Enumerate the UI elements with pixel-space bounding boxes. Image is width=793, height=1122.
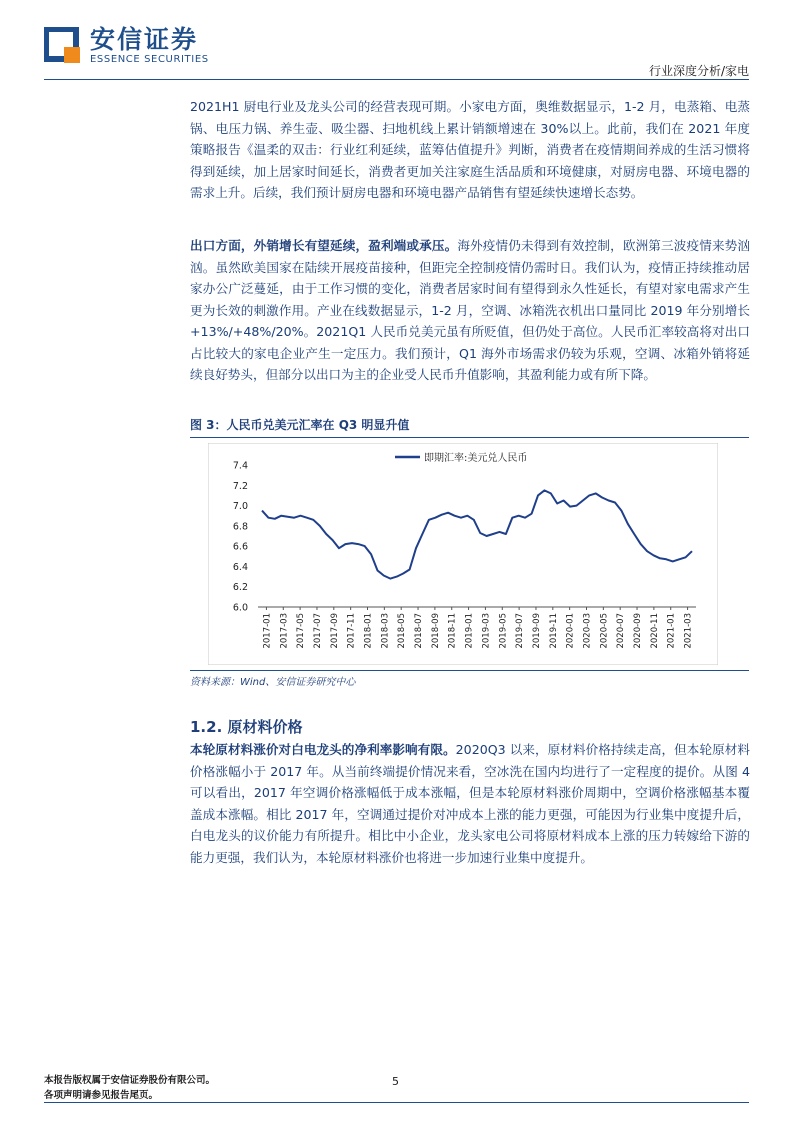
exchange-rate-chart [208,443,718,665]
y-tick-label: 6.6 [232,541,248,553]
footer-notice: 各项声明请参见报告尾页。 [44,1090,159,1101]
footer-copyright: 本报告版权属于安信证券股份有限公司。 [44,1075,216,1086]
x-tick-label: 2018-11 [447,613,458,649]
figure-top-rule [190,437,749,438]
y-tick-label: 6.8 [232,521,248,533]
y-tick-label: 6.4 [232,561,248,573]
x-tick-label: 2018-05 [397,613,408,649]
report-category: 行业深度分析/家电 [648,64,749,78]
x-tick-label: 2020-11 [649,613,660,649]
x-tick-label: 2017-03 [279,613,290,649]
figure-caption: 图 3：人民币兑美元汇率在 Q3 明显升值 [190,418,410,432]
x-tick-label: 2019-09 [531,613,542,649]
paragraph-export-lead: 出口方面，外销增长有望延续，盈利端或承压。 [190,238,458,253]
exchange-rate-chart-svg [208,443,718,665]
x-tick-label: 2017-01 [262,613,273,649]
legend-label: 即期汇率:美元兑人民币 [424,453,528,464]
x-tick-label: 2020-07 [616,613,627,649]
x-tick-label: 2017-05 [296,613,307,649]
x-tick-label: 2019-07 [515,613,526,649]
x-tick-label: 2021-03 [683,613,694,649]
logo-mark-icon [44,27,82,65]
y-tick-label: 7.2 [232,480,248,492]
paragraph-raw-materials [190,739,750,868]
company-logo [44,26,209,66]
y-tick-label: 6.0 [232,602,248,614]
y-tick-label: 6.2 [232,582,248,594]
figure-bottom-rule [190,670,749,671]
x-tick-label: 2020-05 [599,613,610,649]
page-number: 5 [392,1075,399,1088]
x-tick-label: 2019-11 [548,613,559,649]
x-tick-label: 2020-01 [565,613,576,649]
x-tick-label: 2020-03 [582,613,593,649]
paragraph-raw-materials-lead: 本轮原材料涨价对白电龙头的净利率影响有限。 [190,742,456,757]
x-tick-label: 2019-03 [481,613,492,649]
x-tick-label: 2019-01 [464,613,475,649]
x-tick-label: 2019-05 [498,613,509,649]
x-tick-label: 2018-09 [430,613,441,649]
x-tick-label: 2021-01 [666,613,677,649]
x-tick-label: 2018-01 [363,613,374,649]
logo-name-cn: 安信证券 [90,25,199,54]
y-tick-label: 7.4 [232,460,248,472]
x-tick-label: 2017-11 [346,613,357,649]
footer-disclaimer [44,1073,215,1103]
logo-name-en: ESSENCE SECURITIES [90,54,209,65]
x-tick-label: 2018-03 [380,613,391,649]
paragraph-export [190,235,750,386]
paragraph-kitchen-appliances: 2021H1 厨电行业及龙头公司的经营表现可期。小家电方面，奥维数据显示，1-2 月，电蒸箱、电蒸锅、电压力锅、养生壶、吸尘器、扫地机线上累计销额增速在 30%以上。此前，我们在 2021 年度策略报告《温柔的双击：行业红利延续，蓝筹估值提升》判断，消费者在疫情期间养成的生活习惯将得到延续，加上居家时间延长，消费者更加关注家庭生活品质和环境健康，对厨房电器、环境电器的需求上升。后续，我们预计厨房电器和环境电器产品销售有望延续快速增长态势。 [190,99,750,200]
x-tick-label: 2017-09 [329,613,340,649]
y-tick-label: 7.0 [232,501,248,513]
header-divider [44,79,749,80]
footer-divider [44,1102,749,1103]
figure-source: 资料来源：Wind、安信证券研究中心 [190,677,356,688]
x-tick-label: 2020-09 [633,613,644,649]
paragraph-export-body: 海外疫情仍未得到有效控制，欧洲第三波疫情来势汹汹。虽然欧美国家在陆续开展疫苗接种，但距完全控制疫情仍需时日。我们认为，疫情正持续推动居家办公广泛蔓延，由于工作习惯的变化，消费者居家时间有望得到永久性延长，有望对家电需求产生更为长效的刺激作用。产业在线数据显示，1-2 月，空调、冰箱洗衣机出口量同比 2019 年分别增长+13%/+48%/20%。2021Q1 人民币兑美元虽有所贬值，但仍处于高位。人民币汇率较高将对出口占比较大的家电企业产生一定压力。我们预计，Q1 海外市场需求仍较为乐观，空调、冰箱外销将延续良好势头，但部分以出口为主的企业受人民币升值影响，其盈利能力或有所下降。 [190,238,751,382]
paragraph-raw-materials-body: 2020Q3 以来，原材料价格持续走高，但本轮原材料价格涨幅小于 2017 年。从当前终端提价情况来看，空冰洗在国内均进行了一定程度的提价。从图 4 可以看出，2017 年空调价格涨幅低于成本涨幅，但是本轮原材料涨价周期中，空调价格涨幅基本覆盖成本涨幅。相比 2017 年，空调通过提价对冲成本上涨的能力更强，可能因为行业集中度提升后，白电龙头的议价能力有所提升。相比中小企业，龙头家电公司将原材料成本上涨的压力转嫁给下游的能力更强，我们认为，本轮原材料涨价也将进一步加速行业集中度提升。 [190,742,751,865]
x-tick-label: 2018-07 [414,613,425,649]
section-heading-raw-materials: 1.2. 原材料价格 [190,718,303,736]
x-tick-label: 2017-07 [312,613,323,649]
